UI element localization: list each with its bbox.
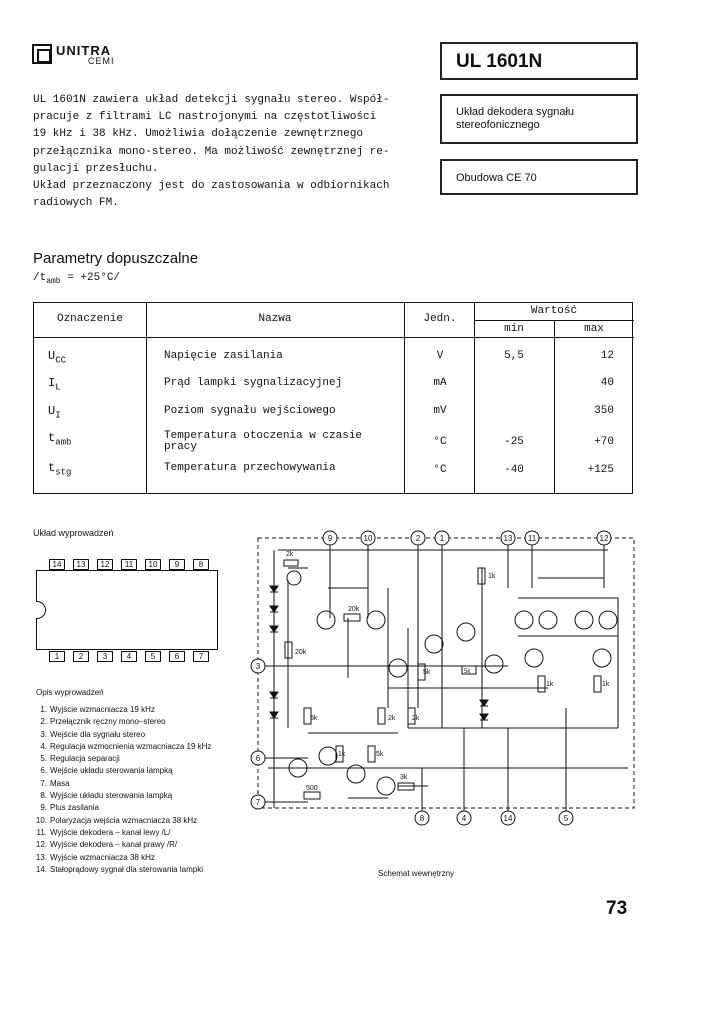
table-row-name: Temperatura otoczenia w czasie pracy <box>164 430 363 453</box>
schematic-pin <box>411 531 425 545</box>
svg-text:2k: 2k <box>412 715 420 722</box>
svg-text:3k: 3k <box>400 774 408 781</box>
resistor <box>462 666 476 675</box>
schematic-pin <box>251 795 265 809</box>
description: Układ dekodera sygnału stereofonicznego <box>456 106 575 131</box>
table-row-max: 40 <box>600 377 614 389</box>
brand-sub: CEMI <box>88 56 115 66</box>
dip-pin: 8 <box>193 559 209 570</box>
package: Obudowa CE 70 <box>456 172 537 184</box>
dip-pin: 2 <box>73 651 89 662</box>
list-item: 6. Wejście układu sterowania lampką <box>40 766 173 776</box>
table-row-symbol: $U_{CC}$ <box>48 349 67 366</box>
table-row-max: 350 <box>594 405 614 417</box>
part-number: UL 1601N <box>456 51 543 72</box>
svg-text:11: 11 <box>527 534 537 543</box>
header-value: Wartość <box>530 305 578 317</box>
svg-text:1k: 1k <box>546 681 554 688</box>
internal-wiring <box>288 568 618 798</box>
schematic-pin <box>251 751 265 765</box>
dip-pin: 14 <box>49 559 65 570</box>
params-condition: $/t_{amb} = +25^\circ C/$ <box>33 272 121 287</box>
svg-text:5k: 5k <box>310 715 318 722</box>
header-min: min <box>504 323 524 335</box>
dip-pin: 7 <box>193 651 209 662</box>
package-box <box>440 159 638 195</box>
svg-text:1k: 1k <box>488 573 496 580</box>
resistor <box>478 568 496 584</box>
table-row-symbol: $t_{amb}$ <box>48 431 72 448</box>
svg-text:500: 500 <box>306 785 318 792</box>
list-item: 3. Wejście dla sygnału stereo <box>40 729 146 739</box>
table-row-min: -25 <box>504 436 524 448</box>
pin-legend <box>33 704 243 876</box>
table-row-name: Temperatura przechowywania <box>164 462 336 474</box>
svg-text:2: 2 <box>415 534 421 543</box>
svg-text:3: 3 <box>255 662 261 671</box>
intro-line: 19 kHz i 38 kHz. Umożliwia dołączenie zewnętrznego <box>33 128 364 141</box>
dip-pin: 4 <box>121 651 137 662</box>
page-number: 73 <box>606 898 628 919</box>
intro-line: UL 1601N zawiera układ detekcji sygnału stereo. Współ- <box>33 94 390 106</box>
list-item: 1. Wyjście wzmacniacza 19 kHz <box>40 705 155 714</box>
header-max: max <box>584 323 604 335</box>
internal-schematic <box>248 528 640 828</box>
unitra-logo-icon <box>32 44 52 64</box>
schematic-pin <box>501 531 515 545</box>
svg-text:7: 7 <box>255 798 261 807</box>
part-number-box <box>440 42 638 80</box>
dip-pin: 3 <box>97 651 113 662</box>
list-item: 7. Masa <box>40 778 70 788</box>
list-item: 4. Regulacja wzmocnienia wzmacniacza 19 kHz <box>40 741 212 751</box>
resistor <box>538 676 554 692</box>
list-item: 8. Wyjście układu sterowania lampką <box>40 791 173 801</box>
legend-title: Opis wyprowadzeń <box>36 688 104 697</box>
table-row-unit: mA <box>433 377 447 389</box>
schematic-pin <box>559 811 573 825</box>
svg-text:20k: 20k <box>348 606 360 613</box>
intro-line: pracuje z filtrami LC nastrojonymi na częstotliwości <box>33 111 377 124</box>
svg-text:5k: 5k <box>376 751 384 758</box>
svg-text:5k: 5k <box>464 669 471 675</box>
schematic-pin <box>501 811 515 825</box>
table-row-min: -40 <box>504 464 524 476</box>
table-row-unit: mV <box>433 405 447 417</box>
resistor <box>594 676 610 692</box>
resistor <box>336 746 346 762</box>
svg-text:8: 8 <box>419 814 425 823</box>
dip-package <box>36 560 218 661</box>
table-row-name: Prąd lampki sygnalizacyjnej <box>164 377 343 389</box>
table-row-min: 5,5 <box>504 350 524 362</box>
svg-text:10: 10 <box>363 534 373 543</box>
list-item: 12. Wyjście dekodera – kanał prawy /R/ <box>35 840 178 850</box>
brand-name: UNITRA <box>56 43 112 58</box>
dip-pin: 5 <box>145 651 161 662</box>
resistor <box>408 708 420 724</box>
table-row-name: Poziom sygnału wejściowego <box>164 405 336 417</box>
svg-text:1k: 1k <box>338 751 346 758</box>
dip-pin: 1 <box>49 651 65 662</box>
svg-text:5: 5 <box>563 814 569 823</box>
resistor <box>378 708 396 724</box>
table-row-name: Napięcie zasilania <box>164 350 283 362</box>
svg-text:5k: 5k <box>423 669 431 676</box>
intro-line: radiowych FM. <box>33 197 119 210</box>
resistor <box>304 785 320 799</box>
resistor <box>284 551 298 566</box>
schematic-pin <box>323 531 337 545</box>
list-item: 5. Regulacja separacji <box>40 754 120 764</box>
svg-text:2k: 2k <box>388 715 396 722</box>
dip-pin: 10 <box>145 559 161 570</box>
schematic-pin <box>361 531 375 545</box>
schematic-pin <box>525 531 539 545</box>
list-item: 14. Stałoprądowy sygnał dla sterowania lampki <box>35 864 203 874</box>
table-row-max: +125 <box>587 464 614 476</box>
list-item: 10. Polaryzacja wejścia wzmacniacza 38 kHz <box>35 815 198 825</box>
table-row-symbol: $t_{stg}$ <box>48 461 72 478</box>
schematic-pin <box>597 531 611 545</box>
table-row-unit: V <box>436 350 444 362</box>
svg-text:6: 6 <box>255 754 261 763</box>
table-row-max: 12 <box>600 350 614 362</box>
schematic-pin <box>251 659 265 673</box>
svg-text:13: 13 <box>503 534 513 543</box>
schematic-pin <box>435 531 449 545</box>
resistor <box>398 774 414 790</box>
description-box <box>440 94 638 144</box>
unitra-logo <box>32 44 132 66</box>
table-row-max: +70 <box>594 436 614 448</box>
schematic-pin <box>415 811 429 825</box>
dip-pin: 12 <box>97 559 113 570</box>
list-item: 9. Plus zasilania <box>40 803 99 813</box>
svg-text:14: 14 <box>503 814 513 823</box>
svg-text:12: 12 <box>599 534 609 543</box>
resistor <box>344 606 360 621</box>
svg-text:1: 1 <box>439 534 445 543</box>
header-name: Nazwa <box>258 313 292 325</box>
resistor <box>368 746 384 762</box>
table-row-unit: °C <box>433 436 447 448</box>
svg-text:4: 4 <box>461 814 467 823</box>
table-row-unit: °C <box>433 464 447 476</box>
intro-line: Układ przeznaczony jest do zastosowania w odbiornikach <box>33 180 390 193</box>
header-unit: Jedn. <box>423 313 457 325</box>
dip-notch-icon <box>36 601 46 619</box>
header-designation: Oznaczenie <box>56 313 123 325</box>
pinout-title: Układ wyprowadzeń <box>33 528 114 538</box>
svg-text:9: 9 <box>327 534 333 543</box>
params-title: Parametry dopuszczalne <box>33 250 199 267</box>
resistor <box>304 708 318 724</box>
intro-text <box>33 92 425 212</box>
list-item: 2. Przełącznik ręczny mono–stereo <box>40 717 166 727</box>
dip-pin: 6 <box>169 651 185 662</box>
list-item: 13. Wyjście wzmacniacza 38 kHz <box>35 852 155 862</box>
schematic-pin <box>457 811 471 825</box>
svg-text:2k: 2k <box>286 551 294 558</box>
table-row-symbol: $I_L$ <box>48 376 61 393</box>
intro-line: przełącznika mono-stereo. Ma możliwość zewnętrznej re- <box>33 145 390 158</box>
dip-pin: 11 <box>121 559 137 570</box>
dip-pin: 13 <box>73 559 89 570</box>
schematic-label: Schemat wewnętrzny <box>378 869 455 878</box>
dip-pin: 9 <box>169 559 185 570</box>
table-row-symbol: $U_I$ <box>48 404 61 421</box>
parameters-table <box>33 302 633 494</box>
svg-text:20k: 20k <box>295 649 307 656</box>
intro-line: gulacji przesłuchu. <box>33 162 159 175</box>
list-item: 11. Wyjście dekodera – kanał lewy /L/ <box>36 827 171 837</box>
svg-text:1k: 1k <box>602 681 610 688</box>
